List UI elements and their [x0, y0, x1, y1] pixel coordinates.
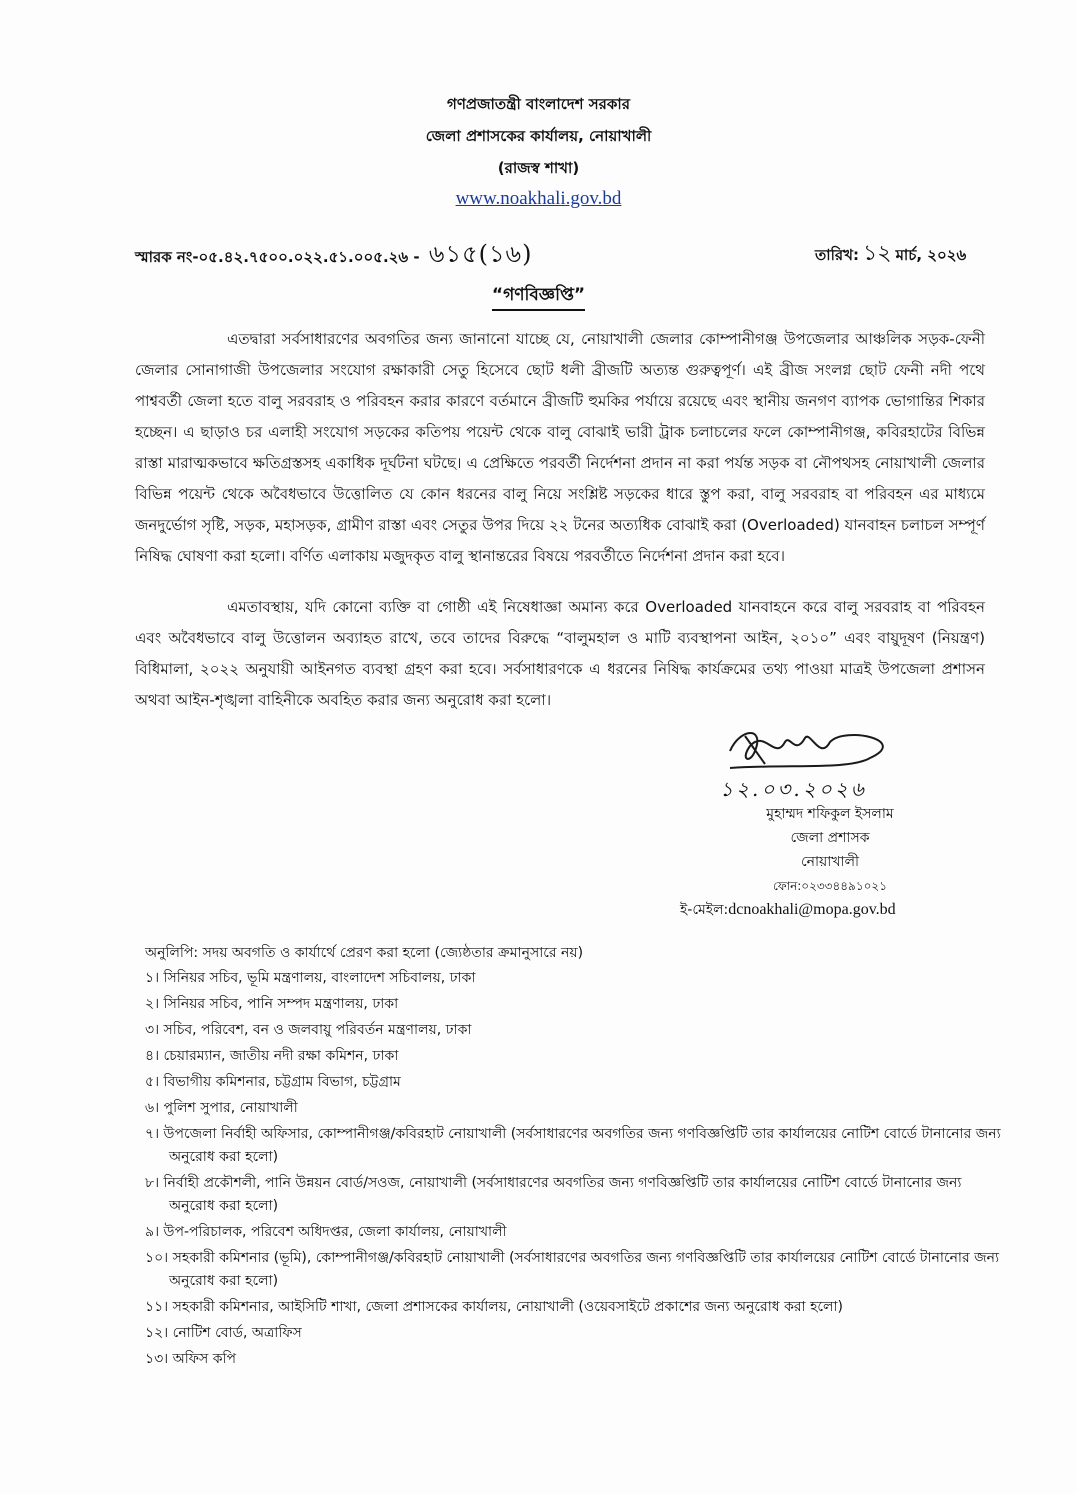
copy-item: ২। সিনিয়র সচিব, পানি সম্পদ মন্ত্রণালয়, ঢাকা [145, 996, 399, 1012]
branch-name: (রাজস্ব শাখা) [497, 159, 580, 177]
email-label: ই-মেইল: [680, 902, 729, 918]
notice-title-text: “গণবিজ্ঞপ্তি” [492, 285, 585, 311]
office-name: জেলা প্রশাসকের কার্যালয়, নোয়াখালী [425, 127, 652, 145]
signatory-email [680, 898, 980, 922]
copy-item: ১। সিনিয়র সচিব, ভূমি মন্ত্রণালয়, বাংলাদেশ সচিবালয়, ঢাকা [145, 970, 476, 986]
signatory-phone: ফোন:০২৩৩৪৪৯১০২১ [772, 879, 888, 893]
copy-item: ১১। সহকারী কমিশনার, আইসিটি শাখা, জেলা প্রশাসকের কার্যালয়, নোয়াখালী (ওয়েবসাইটে প্রকাশের জন্য অনুরোধ করা হলো) [145, 1299, 844, 1315]
date-handwritten-day: ১২ [863, 241, 892, 266]
memo-number [135, 236, 533, 276]
copy-item: ৭। উপজেলা নির্বাহী অফিসার, কোম্পানীগঞ্জ/কবিরহাট নোয়াখালী (সর্বসাধারণের অবগতির জন্য গণবিজ্ঞপ্তিটি তার কার্যালয়ের নোটিশ বোর্ডে টানানোর জন্য অনুরোধ করা হলো) [145, 1126, 1001, 1165]
signatory-designation: জেলা প্রশাসক [790, 830, 870, 846]
memo-date [815, 236, 966, 273]
signature-scribble [690, 726, 940, 776]
copy-item: ১৩। অফিস কপি [145, 1351, 237, 1367]
signature-area [680, 726, 1000, 922]
memo-label: স্মারক নং-০৫.৪২.৭৫০০.০২২.৫১.০০৫.২৬ - [135, 248, 420, 266]
copy-item: ৯। উপ-পরিচালক, পরিবেশ অধিদপ্তর, জেলা কার্যালয়, নোয়াখালী [145, 1224, 507, 1240]
memo-row [0, 236, 1077, 276]
copy-item: ৫। বিভাগীয় কমিশনার, চট্টগ্রাম বিভাগ, চট্টগ্রাম [145, 1074, 401, 1090]
copy-item: ৮। নির্বাহী প্রকৌশলী, পানি উন্নয়ন বোর্ড/সওজ, নোয়াখালী (সর্বসাধারণের অবগতির জন্য গণবিজ্ঞপ্তিটি তার কার্যালয়ের নোটিশ বোর্ডে টানানোর জন্য অনুরোধ করা হলো) [145, 1175, 962, 1214]
copy-item: ১০। সহকারী কমিশনার (ভূমি), কোম্পানীগঞ্জ/কবিরহাট নোয়াখালী (সর্বসাধারণের অবগতির জন্য গণবিজ্ঞপ্তিটি তার কার্যালয়ের নোটিশ বোর্ডে টানানোর জন্য অনুরোধ করা হলো) [145, 1250, 1000, 1289]
copy-item: ১২। নোটিশ বোর্ড, অত্রাফিস [145, 1325, 302, 1341]
copy-item: ৩। সচিব, পরিবেশ, বন ও জলবায়ু পরিবর্তন মন্ত্রণালয়, ঢাকা [145, 1022, 472, 1038]
government-name: গণপ্রজাতন্ত্রী বাংলাদেশ সরকার [447, 95, 630, 113]
date-label: তারিখ: [815, 246, 859, 264]
copy-item: ৬। পুলিশ সুপার, নোয়াখালী [145, 1100, 298, 1116]
notice-title [0, 280, 1077, 310]
email-address[interactable]: dcnoakhali@mopa.gov.bd [728, 901, 896, 918]
body-paragraph-1: এতদ্বারা সর্বসাধারণের অবগতির জন্য জানানো যাচ্ছে যে, নোয়াখালী জেলার কোম্পানীগঞ্জ উপজেলার আঞ্চলিক সড়ক-ফেনী জেলার সোনাগাজী উপজেলার সংযোগ রক্ষাকারী সেতু হিসেবে ছোট ধলী ব্রীজটি অত্যন্ত গুরুত্বপূর্ণ। এই ব্রীজ সংলগ্ন ছোট ফেনী নদী পথে পাশ্ববর্তী জেলা হতে বালু সরবরাহ ও পরিবহন করার কারণে বর্তমানে ব্রীজটি হুমকির পর্যায়ে রয়েছে এবং স্থানীয় জনগণ ব্যাপক ভোগান্তির শিকার হচ্ছেন। এ ছাড়াও চর এলাহী সংযোগ সড়কের কতিপয় পয়েন্ট থেকে বালু বোঝাই ভারী ট্রাক চলাচলের ফলে কোম্পানীগঞ্জ, কবিরহাটের বিভিন্ন রাস্তা মারাত্মকভাবে ক্ষতিগ্রস্তসহ একাধিক দূর্ঘটনা ঘটছে। এ প্রেক্ষিতে পরবর্তী নির্দেশনা প্রদান না করা পর্যন্ত সড়ক বা নৌপথসহ নোয়াখালী জেলার বিভিন্ন পয়েন্ট থেকে অবৈধভাবে উত্তোলিত যে কোন ধরনের বালু নিয়ে সংশ্লিষ্ট সড়কের ধারে স্তুপ করা, বালু সরবরাহ বা পরিবহন এর মাধ্যমে জনদুর্ভোগ সৃষ্টি, সড়ক, মহাসড়ক, গ্রামীণ রাস্তা এবং সেতুর উপর দিয়ে ২২ টনের অত্যধিক বোঝাই করা (Overloaded) যানবাহন চলাচল সম্পূর্ণ নিষিদ্ধ ঘোষণা করা হলো। বর্ণিত এলাকায় মজুদকৃত বালু স্থানান্তরের বিষয়ে পরবর্তীতে নির্দেশনা প্রদান করা হবে। [135, 330, 985, 565]
copy-distribution [145, 940, 1005, 1394]
memo-handwritten-number: ৬১৫(১৬) [428, 240, 533, 268]
copy-heading: অনুলিপি: সদয় অবগতি ও কার্যার্থে প্রেরণ করা হলো (জ্যেষ্ঠতার ক্রমানুসারে নয়) [145, 945, 584, 961]
signature-handwritten-date: ১২.০৩.২০২৬ [720, 777, 867, 801]
copy-item: ৪। চেয়ারম্যান, জাতীয় নদী রক্ষা কমিশন, ঢাকা [145, 1048, 399, 1064]
body-paragraph-2: এমতাবস্থায়, যদি কোনো ব্যক্তি বা গোষ্ঠী এই নিষেধাজ্ঞা অমান্য করে Overloaded যানবাহনে করে বালু সরবরাহ বা পরিবহন এবং অবৈধভাবে বালু উত্তোলন অব্যাহত রাখে, তবে তাদের বিরুদ্ধে “বালুমহাল ও মাটি ব্যবস্থাপনা আইন, ২০১০” এবং বায়ুদূষণ (নিয়ন্ত্রণ) বিধিমালা, ২০২২ অনুযায়ী আইনগত ব্যবস্থা গ্রহণ করা হবে। সর্বসাধারণকে এ ধরনের নিষিদ্ধ কার্যক্রমের তথ্য পাওয়া মাত্রই উপজেলা প্রশাসন অথবা আইন-শৃঙ্খলা বাহিনীকে অবহিত করার জন্য অনুরোধ করা হলো। [135, 598, 985, 709]
signatory-district: নোয়াখালী [800, 854, 860, 870]
date-month-year: মার্চ, ২০২৬ [895, 246, 967, 264]
website-link[interactable]: www.noakhali.gov.bd [455, 188, 622, 209]
signatory-name: মুহাম্মদ শফিকুল ইসলাম [766, 806, 894, 822]
